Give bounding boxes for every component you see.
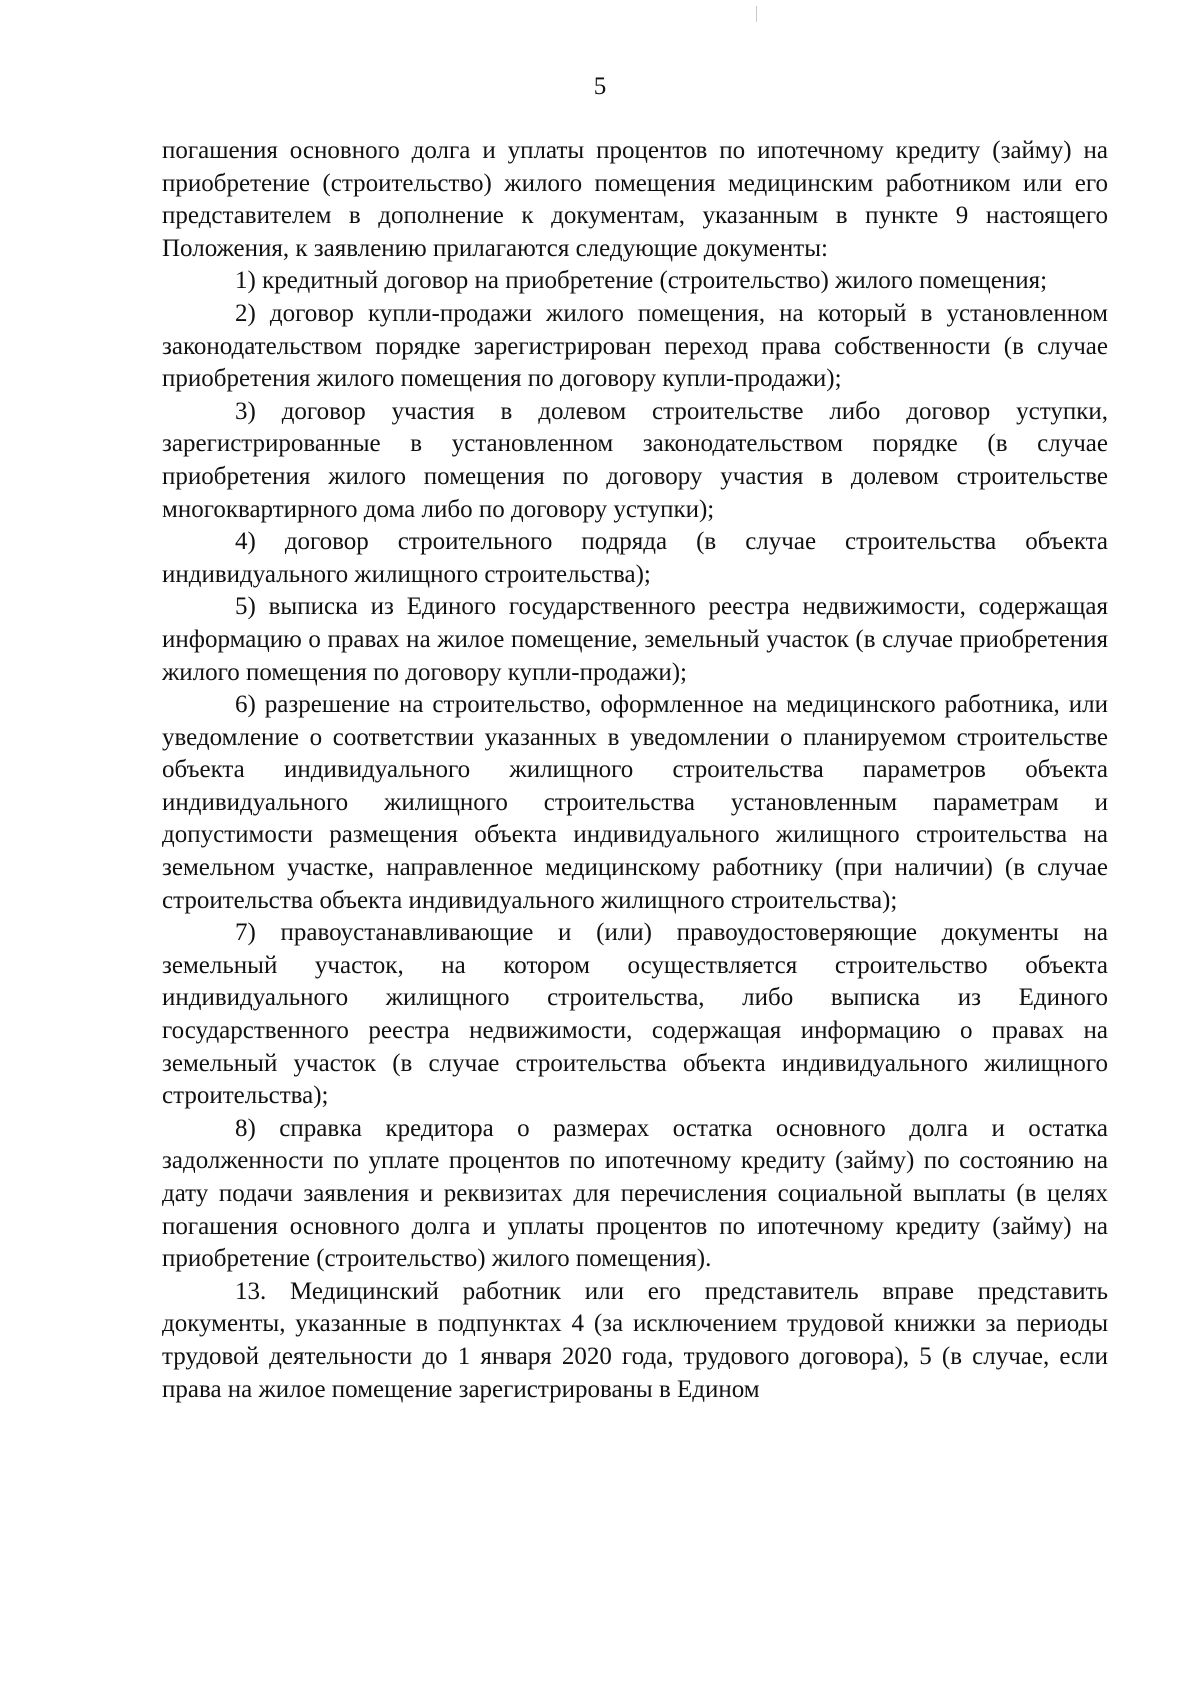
paragraph-clause-13: 13. Медицинский работник или его представитель вправе представить документы, указанные в подпунктах 4 (за исключением трудовой книжки за периоды трудовой деятельности до 1 января 2020 года, трудового договора), 5 (в случае, если права на жилое помещение зарегистрированы в Едином <box>162 1277 1108 1403</box>
paragraph-item-4: 4) договор строительного подряда (в случае строительства объекта индивидуального жилищного строительства); <box>162 528 1108 588</box>
paragraph-item-2: 2) договор купли-продажи жилого помещения, на который в установленном законодательством порядке зарегистрирован переход права собственности (в случае приобретения жилого помещения по договору купли-продажи); <box>162 299 1108 393</box>
paragraph-item-8: 8) справка кредитора о размерах остатка основного долга и остатка задолженности по уплате процентов по ипотечному кредиту (займу) по состоянию на дату подачи заявления и реквизитах для перечисления социальной выплаты (в целях погашения основного долга и уплаты процентов по ипотечному кредиту (займу) на приобретение (строительство) жилого помещения). <box>162 1114 1108 1273</box>
document-body <box>162 135 1108 1406</box>
paragraph-intro-continuation: погашения основного долга и уплаты процентов по ипотечному кредиту (займу) на приобретение (строительство) жилого помещения медицинским работником или его представителем в дополнение к документам, указанным в пункте 9 настоящего Положения, к заявлению прилагаются следующие документы: <box>162 137 1108 262</box>
paragraph-item-3: 3) договор участия в долевом строительстве либо договор уступки, зарегистрированные в установленном законодательством порядке (в случае приобретения жилого помещения по договору участия в долевом строительстве многоквартирного дома либо по договору уступки); <box>162 397 1108 523</box>
paragraph-item-5: 5) выписка из Единого государственного реестра недвижимости, содержащая информацию о правах на жилое помещение, земельный участок (в случае приобретения жилого помещения по договору купли-продажи); <box>162 593 1108 686</box>
paragraph-item-1: 1) кредитный договор на приобретение (строительство) жилого помещения; <box>235 267 1048 295</box>
page-number: 5 <box>593 73 607 100</box>
paragraph-item-6: 6) разрешение на строительство, оформленное на медицинского работника, или уведомление о соответствии указанных в уведомлении о планируемом строительстве объекта индивидуального жилищного строительства параметров объекта индивидуального жилищного строительства установленным параметрам и допустимости размещения объекта индивидуального жилищного строительства на земельном участке, направленное медицинскому работнику (при наличии) (в случае строительства объекта индивидуального жилищного строительства); <box>162 691 1108 914</box>
scan-artifact-mark <box>756 6 757 22</box>
paragraph-item-7: 7) правоустанавливающие и (или) правоудостоверяющие документы на земельный участок, на котором осуществляется строительство объекта индивидуального жилищного строительства, либо выписка из Единого государственного реестра недвижимости, содержащая информацию о правах на земельный участок (в случае строительства объекта индивидуального жилищного строительства); <box>162 919 1108 1110</box>
